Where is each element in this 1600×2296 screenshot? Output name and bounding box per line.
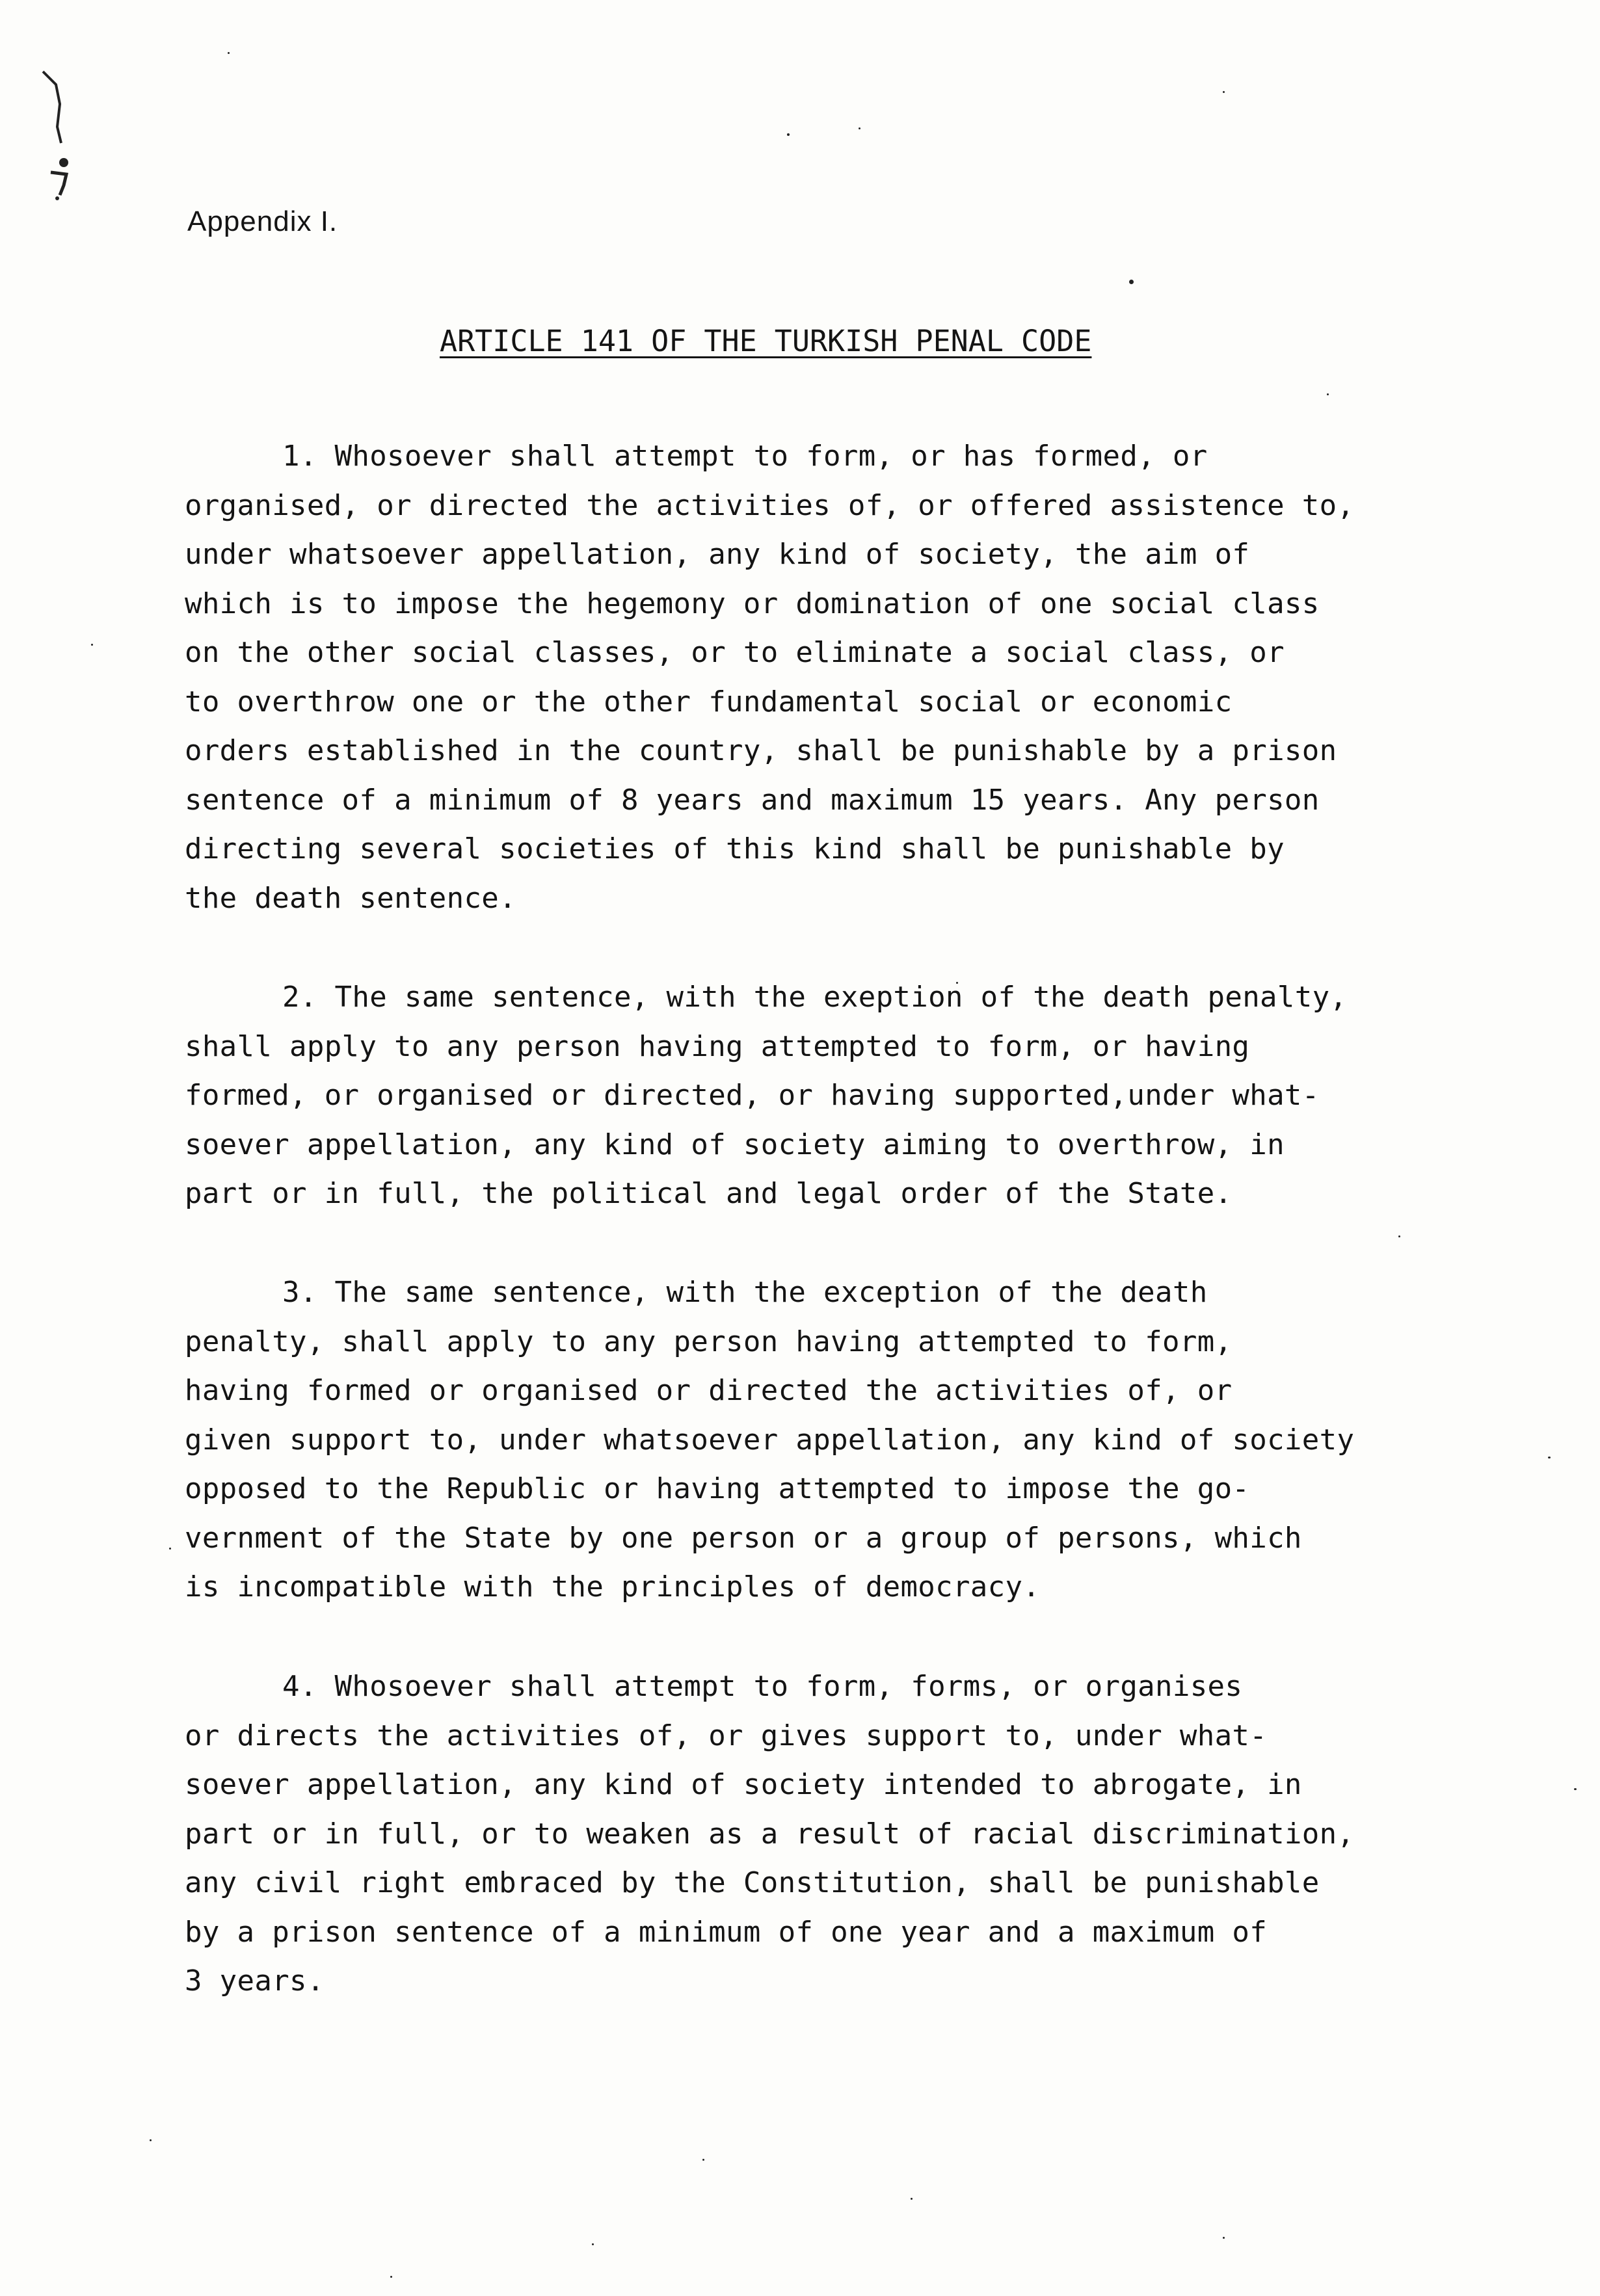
article-paragraph-3 — [185, 1268, 1512, 1612]
scan-speck — [1398, 1235, 1400, 1237]
scan-speck — [1223, 2237, 1225, 2239]
paragraph-line: having formed or organised or directed the activities of, or — [185, 1374, 1233, 1407]
paragraph-line: part or in full, or to weaken as a result of racial discrimination, — [185, 1817, 1355, 1851]
scan-speck — [390, 2276, 392, 2278]
paragraph-line: the death sentence. — [185, 881, 516, 915]
appendix-heading: Appendix I. — [187, 205, 338, 237]
paragraph-line: by a prison sentence of a minimum of one year and a maximum of — [185, 1915, 1268, 1949]
paragraph-line: penalty, shall apply to any person having attempted to form, — [185, 1325, 1233, 1358]
article-paragraph-4 — [185, 1662, 1512, 2006]
document-title: ARTICLE 141 OF THE TURKISH PENAL CODE — [440, 324, 1092, 358]
paragraph-line: 1. Whosoever shall attempt to form, or has formed, or — [282, 440, 1208, 473]
paragraph-line: soever appellation, any kind of society intended to abrogate, in — [185, 1768, 1302, 1801]
paragraph-line: to overthrow one or the other fundamental social or economic — [185, 685, 1233, 719]
paragraph-line: under whatsoever appellation, any kind of society, the aim of — [185, 538, 1250, 571]
article-paragraph-1 — [185, 432, 1512, 923]
paragraph-line: is incompatible with the principles of democracy. — [185, 1570, 1041, 1603]
paragraph-line: 4. Whosoever shall attempt to form, forms, or organises — [282, 1670, 1243, 1703]
scan-speck — [592, 2243, 594, 2245]
paragraph-line: organised, or directed the activities of, or offered assistence to, — [185, 488, 1355, 522]
paragraph-line: 2. The same sentence, with the exeption of the death penalty, — [282, 981, 1348, 1014]
paragraph-line: any civil right embraced by the Constitution, shall be punishable — [185, 1866, 1320, 1899]
paragraph-line: part or in full, the political and legal order of the State. — [185, 1177, 1233, 1210]
paragraph-line: vernment of the State by one person or a group of persons, which — [185, 1521, 1302, 1555]
paragraph-line: given support to, under whatsoever appellation, any kind of society — [185, 1423, 1355, 1457]
paragraph-line: sentence of a minimum of 8 years and maximum 15 years. Any person — [185, 783, 1320, 817]
scan-speck — [1548, 1457, 1551, 1458]
scan-speck — [228, 52, 230, 54]
paragraph-line: on the other social classes, or to eliminate a social class, or — [185, 636, 1285, 669]
article-paragraph-2 — [185, 973, 1512, 1219]
scan-speck — [169, 1548, 171, 1550]
scan-speck — [91, 644, 93, 646]
scan-speck — [1574, 1788, 1577, 1790]
paragraph-line: or directs the activities of, or gives support to, under what- — [185, 1719, 1268, 1752]
binder-mark-icon — [38, 65, 77, 202]
paragraph-line: opposed to the Republic or having attempted to impose the go- — [185, 1472, 1250, 1505]
paragraph-line: directing several societies of this kind shall be punishable by — [185, 832, 1285, 865]
paragraph-line: formed, or organised or directed, or having supported,under what- — [185, 1079, 1320, 1112]
scan-speck — [859, 127, 860, 129]
scan-speck — [911, 2198, 913, 2200]
paragraph-line: shall apply to any person having attempted to form, or having — [185, 1029, 1250, 1063]
scan-speck — [1327, 393, 1329, 395]
paragraph-line: orders established in the country, shall be punishable by a prison — [185, 734, 1337, 767]
scan-speck — [150, 2139, 152, 2141]
paragraph-line: soever appellation, any kind of society aiming to overthrow, in — [185, 1128, 1285, 1161]
scan-speck — [1223, 91, 1225, 93]
scan-speck — [787, 133, 790, 136]
paragraph-line: 3. The same sentence, with the exception of the death — [282, 1276, 1208, 1309]
scan-speck — [702, 2159, 704, 2161]
scan-speck — [1129, 280, 1134, 284]
paragraph-line: which is to impose the hegemony or domination of one social class — [185, 587, 1320, 620]
paragraph-line: 3 years. — [185, 1964, 325, 1998]
